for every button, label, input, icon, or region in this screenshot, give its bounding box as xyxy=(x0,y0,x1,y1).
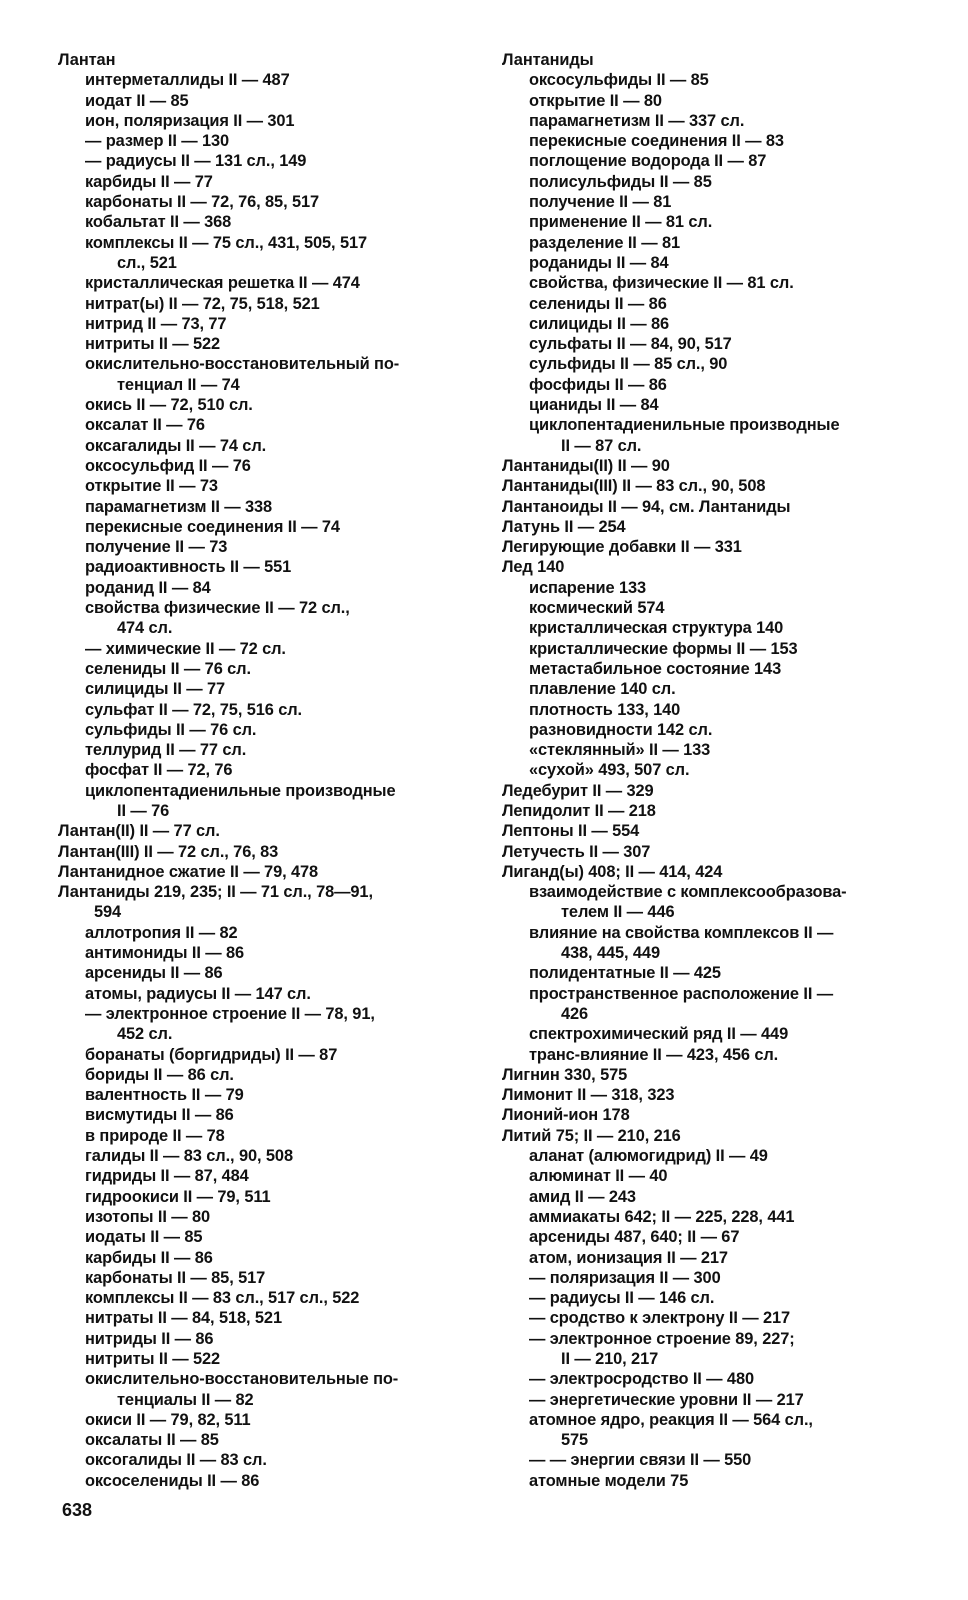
index-entry: интерметаллиды II — 487 xyxy=(85,71,290,90)
index-entry: поглощение водорода II — 87 xyxy=(529,152,767,171)
index-entry: свойства, физические II — 81 сл. xyxy=(529,274,794,293)
index-entry: циклопентадиенильные производные xyxy=(85,781,396,800)
index-entry: Лантанидное сжатие II — 79, 478 xyxy=(58,862,319,881)
index-entry: цианиды II — 84 xyxy=(529,396,659,415)
index-entry: парамагнетизм II — 338 xyxy=(85,497,273,516)
index-entry: оксосульфиды II — 85 xyxy=(529,71,709,90)
index-entry: атомное ядро, реакция II — 564 сл., xyxy=(529,1410,813,1429)
index-column-left xyxy=(58,50,468,1491)
index-entry: тенциалы II — 82 xyxy=(117,1390,254,1409)
index-entry: тенциал II — 74 xyxy=(117,375,240,394)
index-entry: перекисные соединения II — 74 xyxy=(85,517,340,536)
index-entry: — радиусы II — 146 сл. xyxy=(529,1289,715,1308)
index-entry: гидроокиси II — 79, 511 xyxy=(85,1187,271,1206)
index-entry: оксагалиды II — 74 сл. xyxy=(85,436,267,455)
index-entry: оксогалиды II — 83 сл. xyxy=(85,1451,267,1470)
index-entry: транс-влияние II — 423, 456 сл. xyxy=(529,1045,779,1064)
index-entry: алюминат II — 40 xyxy=(529,1167,668,1186)
index-entry: карбиды II — 86 xyxy=(85,1248,213,1267)
index-entry: Ледебурит II — 329 xyxy=(502,781,654,800)
index-entry: карбонаты II — 72, 76, 85, 517 xyxy=(85,193,320,212)
index-entry: комплексы II — 83 сл., 517 сл., 522 xyxy=(85,1289,360,1308)
index-entry: нитраты II — 84, 518, 521 xyxy=(85,1309,282,1328)
index-entry: валентность II — 79 xyxy=(85,1086,244,1105)
index-entry: сульфиды II — 85 сл., 90 xyxy=(529,355,728,374)
index-entry: нитриты II — 522 xyxy=(85,1350,221,1368)
index-entry: арсениды II — 86 xyxy=(85,964,223,983)
index-entry: полидентатные II — 425 xyxy=(529,964,721,983)
index-entry: разновидности 142 сл. xyxy=(529,720,713,739)
page-number: 638 xyxy=(62,1500,93,1520)
index-entry: аллотропия II — 82 xyxy=(85,923,238,942)
index-entry: применение II — 81 сл. xyxy=(529,213,713,232)
index-entry: полисульфиды II — 85 xyxy=(529,172,712,191)
index-entry: «стеклянный» II — 133 xyxy=(529,741,711,760)
index-entry: Лантан(II) II — 77 сл. xyxy=(58,822,220,841)
index-entry: роданид II — 84 xyxy=(85,578,211,597)
index-entry: окислительно-восстановительные по- xyxy=(85,1370,399,1389)
index-entry: окислительно-восстановительный по- xyxy=(85,355,400,374)
index-entry: «сухой» 493, 507 сл. xyxy=(529,761,690,780)
index-entry: Лантаниды xyxy=(502,51,594,69)
index-entry: получение II — 73 xyxy=(85,538,228,557)
index-entry: Лантаниды(II) II — 90 xyxy=(502,456,670,475)
index-entry: Лимонит II — 318, 323 xyxy=(502,1086,675,1105)
index-entry: селениды II — 86 xyxy=(529,294,667,313)
index-entry: теллурид II — 77 сл. xyxy=(85,741,247,760)
index-entry: иодаты II — 85 xyxy=(85,1228,203,1247)
index-entry: сульфат II — 72, 75, 516 сл. xyxy=(85,700,303,719)
index-entry: — электронное строение 89, 227; xyxy=(529,1329,795,1348)
index-entry: метастабильное состояние 143 xyxy=(529,659,782,678)
index-entry: — размер II — 130 xyxy=(85,132,230,151)
index-entry: оксосульфид II — 76 xyxy=(85,456,251,475)
index-entry: атомные модели 75 xyxy=(529,1471,689,1490)
index-entry: циклопентадиенильные производные xyxy=(529,416,840,435)
index-entry: пространственное расположение II — xyxy=(529,984,834,1003)
index-entry: карбонаты II — 85, 517 xyxy=(85,1268,266,1287)
index-entry: II — 76 xyxy=(117,801,170,820)
index-entry: бориды II — 86 сл. xyxy=(85,1065,234,1084)
index-entry: Лепидолит II — 218 xyxy=(502,801,656,820)
index-entry: карбиды II — 77 xyxy=(85,172,213,191)
index-entry: силициды II — 86 xyxy=(529,314,670,333)
index-entry: изотопы II — 80 xyxy=(85,1207,211,1226)
index-entry: 594 xyxy=(94,903,122,922)
index-entry: — электросродство II — 480 xyxy=(529,1370,754,1389)
index-entry: 438, 445, 449 xyxy=(561,944,660,963)
index-entry: амид II — 243 xyxy=(529,1187,636,1206)
index-entry: Лиганд(ы) 408; II — 414, 424 xyxy=(502,862,723,881)
index-entry: кобальтат II — 368 xyxy=(85,213,232,232)
index-entry: атом, ионизация II — 217 xyxy=(529,1248,728,1267)
index-entry: испарение 133 xyxy=(529,578,647,597)
index-entry: галиды II — 83 сл., 90, 508 xyxy=(85,1147,293,1166)
index-entry: Лантан xyxy=(58,51,116,69)
index-entry: свойства физические II — 72 сл., xyxy=(85,599,350,618)
index-entry: Латунь II — 254 xyxy=(502,517,626,536)
index-entry: боранаты (боргидриды) II — 87 xyxy=(85,1045,338,1064)
index-entry: — сродство к электрону II — 217 xyxy=(529,1309,791,1328)
index-entry: атомы, радиусы II — 147 сл. xyxy=(85,984,311,1003)
index-entry: гидриды II — 87, 484 xyxy=(85,1167,249,1186)
index-entry: сульфиды II — 76 сл. xyxy=(85,720,257,739)
index-entry: — химические II — 72 сл. xyxy=(85,639,286,658)
index-entry: нитриты II — 522 xyxy=(85,335,221,354)
index-entry: в природе II — 78 xyxy=(85,1126,225,1145)
index-entry: парамагнетизм II — 337 сл. xyxy=(529,111,745,130)
index-entry: 452 сл. xyxy=(117,1025,173,1044)
index-entry: нитрид II — 73, 77 xyxy=(85,314,227,333)
index-entry: II — 210, 217 xyxy=(561,1350,659,1368)
index-entry: открытие II — 73 xyxy=(85,477,218,496)
index-entry: перекисные соединения II — 83 xyxy=(529,132,784,151)
index-entry: Легирующие добавки II — 331 xyxy=(502,538,742,557)
index-entry: — энергетические уровни II — 217 xyxy=(529,1390,804,1409)
index-entry: фосфиды II — 86 xyxy=(529,375,667,394)
index-entry: комплексы II — 75 сл., 431, 505, 517 xyxy=(85,233,368,252)
index-entry: 575 xyxy=(561,1431,589,1450)
index-entry: Лептоны II — 554 xyxy=(502,822,640,841)
index-entry: — — энергии связи II — 550 xyxy=(529,1451,752,1470)
index-entry: космический 574 xyxy=(529,599,665,618)
index-entry: — радиусы II — 131 сл., 149 xyxy=(85,152,307,171)
index-entry: фосфат II — 72, 76 xyxy=(85,761,233,780)
index-entry: нитрат(ы) II — 72, 75, 518, 521 xyxy=(85,294,320,313)
index-entry: кристаллическая решетка II — 474 xyxy=(85,274,360,293)
index-entry: плотность 133, 140 xyxy=(529,700,681,719)
index-entry: плавление 140 сл. xyxy=(529,680,676,699)
index-entry: силициды II — 77 xyxy=(85,680,226,699)
index-entry: Лантаноиды II — 94, см. Лантаниды xyxy=(502,497,791,516)
index-entry: открытие II — 80 xyxy=(529,91,662,110)
index-entry: Лантаниды(III) II — 83 сл., 90, 508 xyxy=(502,477,766,496)
index-entry: взаимодействие с комплексообразова- xyxy=(529,883,847,902)
index-entry: иодат II — 85 xyxy=(85,91,189,110)
index-entry: Лионий-ион 178 xyxy=(502,1106,630,1125)
index-entry: окиси II — 79, 82, 511 xyxy=(85,1410,251,1429)
index-entry: II — 87 сл. xyxy=(561,436,642,455)
index-entry: кристаллические формы II — 153 xyxy=(529,639,798,658)
index-entry: получение II — 81 xyxy=(529,193,672,212)
index-entry: — электронное строение II — 78, 91, xyxy=(85,1004,375,1023)
index-entry: висмутиды II — 86 xyxy=(85,1106,234,1125)
index-entry: оксоселениды II — 86 xyxy=(85,1471,260,1490)
index-entry: радиоактивность II — 551 xyxy=(85,558,292,577)
index-entry: оксалат II — 76 xyxy=(85,416,205,435)
index-entry: — поляризация II — 300 xyxy=(529,1268,721,1287)
index-entry: 474 сл. xyxy=(117,619,173,638)
index-entry: ион, поляризация II — 301 xyxy=(85,111,295,130)
index-entry: разделение II — 81 xyxy=(529,233,680,252)
index-entry: селениды II — 76 сл. xyxy=(85,659,251,678)
index-entry: арсениды 487, 640; II — 67 xyxy=(529,1228,740,1247)
index-entry: Лед 140 xyxy=(502,558,565,577)
index-entry: спектрохимический ряд II — 449 xyxy=(529,1025,789,1044)
index-entry: окись II — 72, 510 сл. xyxy=(85,396,253,415)
index-entry: Лантаниды 219, 235; II — 71 сл., 78—91, xyxy=(58,883,373,902)
index-entry: антимониды II — 86 xyxy=(85,944,245,963)
index-entry: Литий 75; II — 210, 216 xyxy=(502,1126,681,1145)
index-entry: аммиакаты 642; II — 225, 228, 441 xyxy=(529,1207,795,1226)
index-entry: аланат (алюмогидрид) II — 49 xyxy=(529,1147,768,1166)
index-entry: Лигнин 330, 575 xyxy=(502,1065,628,1084)
index-entry: Летучесть II — 307 xyxy=(502,842,651,861)
index-entry: влияние на свойства комплексов II — xyxy=(529,923,834,942)
index-entry: нитриды II — 86 xyxy=(85,1329,214,1348)
index-entry: телем II — 446 xyxy=(561,903,675,922)
index-entry: оксалаты II — 85 xyxy=(85,1431,219,1450)
index-entry: Лантан(III) II — 72 сл., 76, 83 xyxy=(58,842,279,861)
index-entry: кристаллическая структура 140 xyxy=(529,619,784,638)
index-entry: сл., 521 xyxy=(117,253,177,272)
index-entry: 426 xyxy=(561,1004,589,1023)
index-entry: сульфаты II — 84, 90, 517 xyxy=(529,335,732,354)
index-entry: роданиды II — 84 xyxy=(529,253,669,272)
index-column-right xyxy=(502,50,897,1491)
